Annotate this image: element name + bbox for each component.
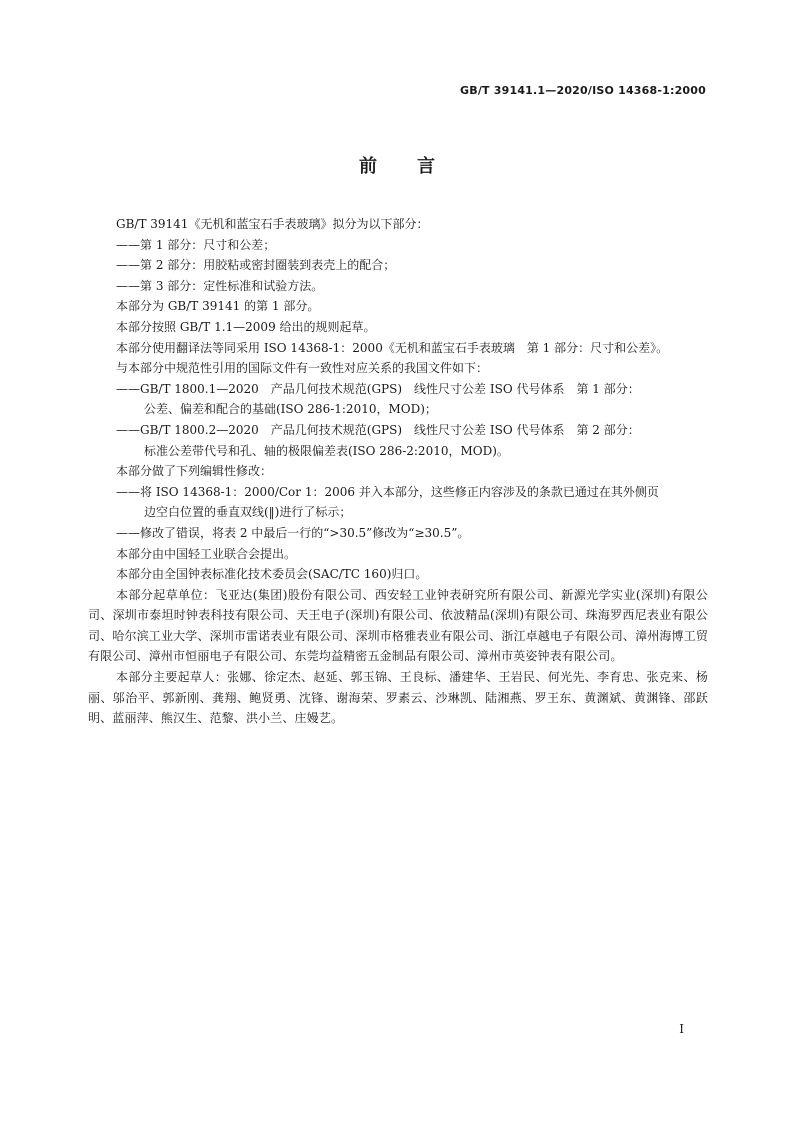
drafting-rules: 本部分按照 GB/T 1.1—2009 给出的规则起草。 [116,319,376,334]
ref-item-1: ——GB/T 1800.1—2020 产品几何技术规范(GPS) 线性尺寸公差 ISO 代号体系 第 1 部分： [116,381,640,396]
ref-item-1-cont: 公差、偏差和配合的基础(ISO 286-1:2010，MOD)； [144,402,437,417]
ref-item-2-cont: 标准公差带代号和孔、轴的极限偏差表(ISO 286-2:2010，MOD)。 [144,443,509,458]
foreword-body [88,214,708,729]
drafting-units: 本部分起草单位：飞亚达(集团)股份有限公司、西安轻工业钟表研究所有限公司、新源光学实业(深圳)有限公司、深圳市泰坦时钟表科技有限公司、天王电子(深圳)有限公司、依波精品(深圳)有限公司、珠海罗西尼表业有限公司、哈尔滨工业大学、深圳市雷诺表业有限公司、深圳市格雅表业有限公司、浙江卓越电子有限公司、漳州海博工贸有限公司、漳州市恒丽电子有限公司、东莞均益精密五金制品有限公司、漳州市英姿钟表有限公司。 [88,587,708,664]
editorial-item-1: ——将 ISO 14368-1：2000/Cor 1：2006 并入本部分，这些修正内容涉及的条款已通过在其外侧页 [116,484,659,499]
correspondence-intro: 与本部分中规范性引用的国际文件有一致性对应关系的我国文件如下： [116,361,489,376]
editorial-intro: 本部分做了下列编辑性修改： [116,464,273,479]
part-item-2: ——第 2 部分：用胶粘或密封圈装到表壳上的配合； [116,258,396,273]
committee-statement: 本部分由全国钟表标准化技术委员会(SAC/TC 160)归口。 [116,567,428,582]
page-number: I [679,1022,684,1036]
part-item-3: ——第 3 部分：定性标准和试验方法。 [116,278,324,293]
standard-number: GB/T 39141.1—2020/ISO 14368-1:2000 [460,84,706,97]
editorial-item-1-cont: 边空白位置的垂直双线(‖)进行了标示； [144,505,352,520]
part-statement: 本部分为 GB/T 39141 的第 1 部分。 [116,299,320,314]
ref-item-2: ——GB/T 1800.2—2020 产品几何技术规范(GPS) 线性尺寸公差 ISO 代号体系 第 2 部分： [116,422,640,437]
drafters: 本部分主要起草人：张娜、徐定杰、赵延、郭玉锦、王良标、潘建华、王岩民、何光先、李育忠、张克来、杨丽、邬治平、郭新刚、龚翔、鲍贤勇、沈锋、谢海荣、罗素云、沙琳凯、陆湘燕、罗王东、黄渊斌、黄渊锋、邵跃明、蓝丽萍、熊汉生、范黎、洪小兰、庄嫚艺。 [88,670,708,726]
proposer-statement: 本部分由中国轻工业联合会提出。 [116,546,297,561]
part-item-1: ——第 1 部分：尺寸和公差； [116,237,276,252]
editorial-item-2: ——修改了错误，将表 2 中最后一行的“>30.5”修改为“≥30.5”。 [116,525,470,540]
adoption-statement: 本部分使用翻译法等同采用 ISO 14368-1：2000《无机和蓝宝石手表玻璃 第 1 部分：尺寸和公差》。 [116,340,669,355]
page-title: 前言 [359,156,475,177]
parts-intro: GB/T 39141《无机和蓝宝石手表玻璃》拟分为以下部分： [116,217,429,231]
